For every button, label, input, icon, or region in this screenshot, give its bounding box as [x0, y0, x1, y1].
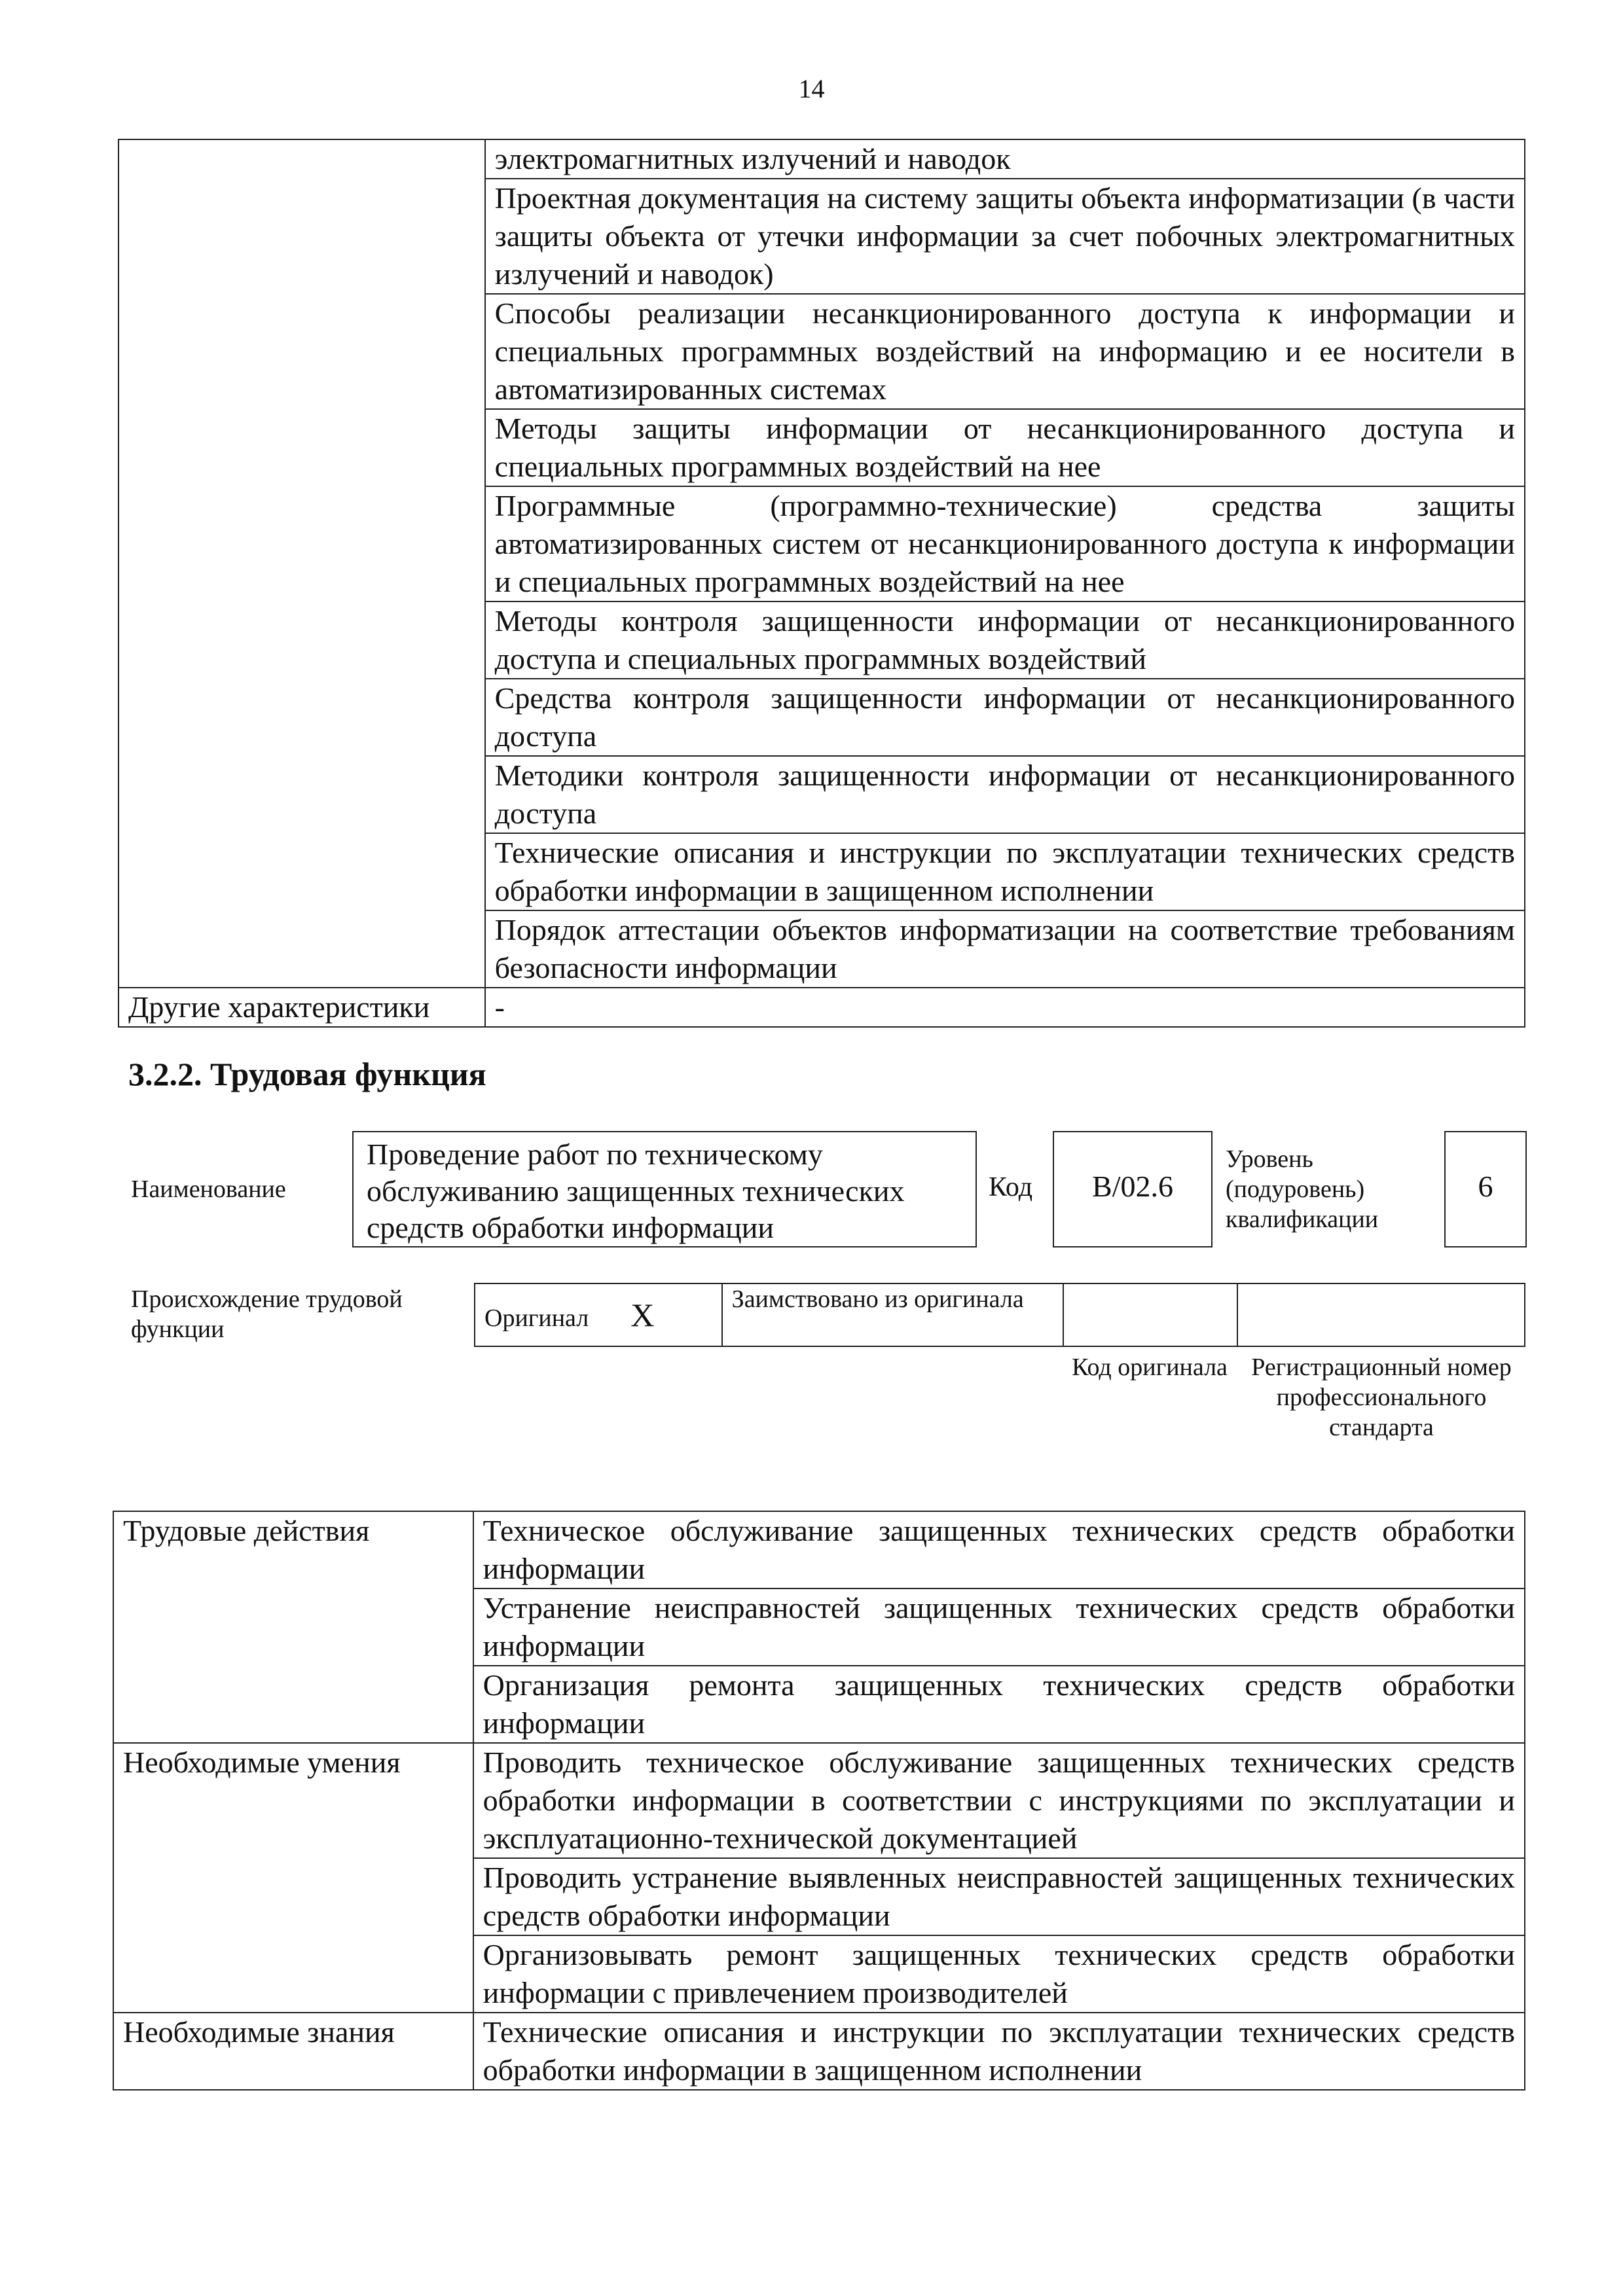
code-box — [1053, 1131, 1213, 1247]
code-original-caption: Код оригинала — [1072, 1354, 1228, 1381]
table-row: Проектная документация на систему защиты объекта информатизации (в части защиты объекта от утечки информации за счет побочных электромагнитных излучений и наводок) — [485, 179, 1525, 294]
page-number: 14 — [798, 74, 825, 103]
code-label: Код — [989, 1172, 1033, 1202]
other-characteristics-value: - — [485, 988, 1525, 1027]
table-row: Проводить техническое обслуживание защищенных технических средств обработки информации в соответствии с инструкциями по эксплуатации и эксплуатационно-технической документацией — [473, 1743, 1525, 1858]
table-row: Устранение неисправностей защищенных технических средств обработки информации — [473, 1588, 1525, 1666]
group-label-knowledge: Необходимые знания — [113, 2013, 473, 2090]
original-cell — [475, 1283, 722, 1346]
original-mark: X — [630, 1297, 655, 1333]
level-box — [1444, 1131, 1527, 1247]
borrowed-label: Заимствовано из оригинала — [722, 1283, 1064, 1346]
group-label-skills: Необходимые умения — [113, 1743, 473, 2013]
reg-number-cell — [1237, 1283, 1525, 1346]
original-label: Оригинал — [484, 1304, 589, 1332]
name-box — [352, 1131, 977, 1247]
table-row: Организация ремонта защищенных технических средств обработки информации — [473, 1666, 1525, 1743]
table-row: Организовывать ремонт защищенных технических средств обработки информации с привлечением производителей — [473, 1935, 1525, 2013]
table-row: Технические описания и инструкции по эксплуатации технических средств обработки информации в защищенном исполнении — [485, 833, 1525, 910]
name-value: Проведение работ по техническому обслуживанию защищенных технических средств обработки информации — [367, 1138, 905, 1244]
reg-number-caption: Регистрационный номер профессионального стандарта — [1251, 1354, 1512, 1441]
table-row: электромагнитных излучений и наводок — [485, 139, 1525, 179]
group-label-labor-actions: Трудовые действия — [113, 1511, 473, 1743]
table-row: Способы реализации несанкционированного доступа к информации и специальных программных воздействий на информацию и ее носители в автоматизированных системах — [485, 294, 1525, 409]
code-value: B/02.6 — [1092, 1170, 1173, 1203]
level-value: 6 — [1478, 1170, 1493, 1203]
empty-label-cell — [119, 139, 485, 988]
origin-label: Происхождение трудовой функции — [131, 1285, 403, 1343]
section-heading: 3.2.2. Трудовая функция — [128, 1056, 486, 1092]
table-row: Порядок аттестации объектов информатизации на соответствие требованиям безопасности информации — [485, 910, 1525, 988]
name-label: Наименование — [131, 1175, 286, 1203]
table-row: Методики контроля защищенности информации от несанкционированного доступа — [485, 756, 1525, 833]
table-row: Проводить устранение выявленных неисправностей защищенных технических средств обработки информации — [473, 1858, 1525, 1935]
origin-table — [474, 1283, 1525, 1347]
table-row: Техническое обслуживание защищенных технических средств обработки информации — [473, 1511, 1525, 1588]
table-row: Программные (программно-технические) средства защиты автоматизированных систем от несанкционированного доступа к информации и специальных программных воздействий на нее — [485, 486, 1525, 601]
code-original-cell — [1063, 1283, 1237, 1346]
function-table — [113, 1511, 1525, 2090]
table-row: Методы контроля защищенности информации от несанкционированного доступа и специальных программных воздействий — [485, 601, 1525, 679]
knowledge-table — [118, 139, 1525, 1028]
table-row: Технические описания и инструкции по эксплуатации технических средств обработки информации в защищенном исполнении — [473, 2013, 1525, 2090]
other-characteristics-label: Другие характеристики — [119, 988, 485, 1027]
table-row: Методы защиты информации от несанкционированного доступа и специальных программных воздействий на нее — [485, 409, 1525, 486]
level-label: Уровень (подуровень) квалификации — [1226, 1145, 1379, 1233]
table-row: Средства контроля защищенности информации от несанкционированного доступа — [485, 679, 1525, 756]
